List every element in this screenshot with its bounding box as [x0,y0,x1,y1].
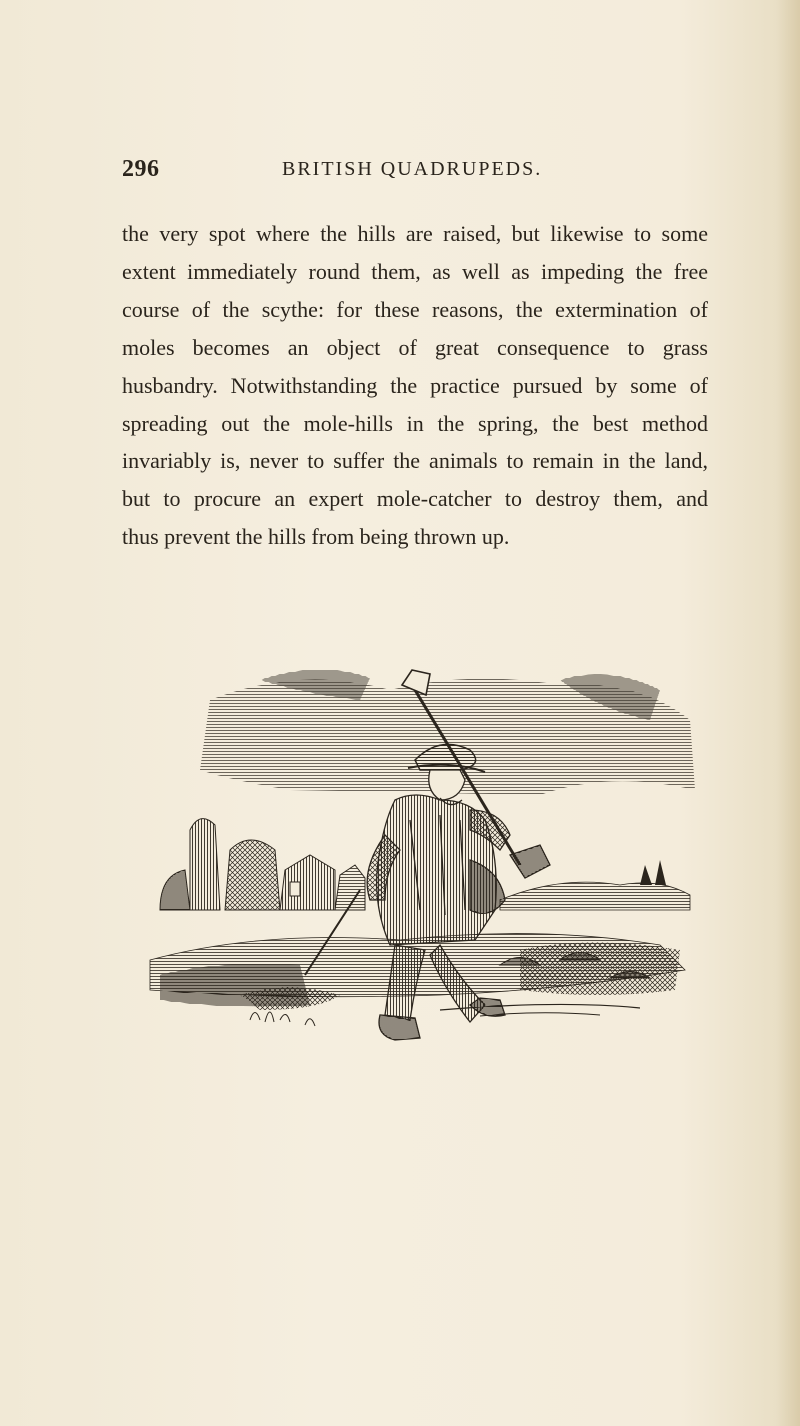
text-line: extent immediately round them, as well as impeding the free [122,258,708,284]
text-line: the very spot where the hills are raised, but likewise to some [122,221,708,246]
page-header [122,150,682,190]
running-head: BRITISH QUADRUPEDS. [282,158,543,180]
foreground-grass [250,1012,315,1026]
text-line: husbandry. Notwithstanding the practice pursued by some of [122,372,708,398]
text-line: course of the scythe: for these reasons, the extermination of [122,296,708,322]
village [160,819,365,910]
body-text [122,215,708,556]
page-number: 296 [122,156,160,182]
text-line: but to procure an expert mole-catcher to destroy them, and [122,486,708,512]
mole-catcher-engraving [140,660,700,1060]
text-line: invariably is, never to suffer the animals to remain in the land, [122,448,708,474]
text-line: moles becomes an object of great consequence to grass [122,334,708,360]
text-line: spreading out the mole-hills in the spring, the best method [122,410,708,436]
text-line: thus prevent the hills from being thrown up. [122,524,510,550]
